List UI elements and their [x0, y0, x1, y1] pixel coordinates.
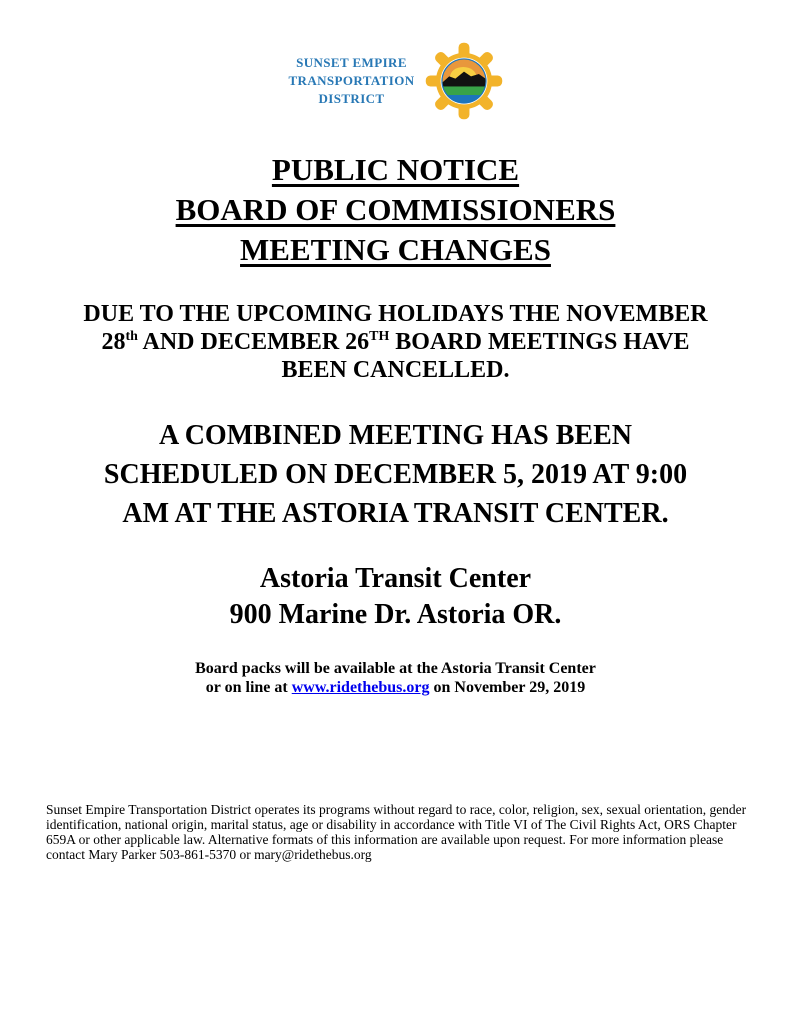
cancellation-text-1: DUE TO THE UPCOMING HOLIDAYS THE NOVEMBER 28 — [83, 301, 708, 355]
logo-line-2: TRANSPORTATION — [288, 73, 415, 88]
cancellation-paragraph — [83, 300, 708, 384]
board-packs-line-2-suffix: on November 29, 2019 — [429, 679, 586, 696]
district-logo — [0, 0, 791, 120]
combined-meeting-paragraph: A COMBINED MEETING HAS BEEN SCHEDULED ON DECEMBER 5, 2019 AT 9:00 AM AT THE ASTORIA TRANSIT CENTER. — [103, 420, 688, 529]
venue-name: Astoria Transit Center — [259, 563, 532, 594]
superscript-th-upper: TH — [369, 329, 390, 344]
logo-line-1: SUNSET EMPIRE — [296, 55, 407, 70]
board-packs-block — [0, 659, 791, 697]
nondiscrimination-notice: Sunset Empire Transportation District operates its programs without regard to race, color, religion, sex, sexual orientation, gender identification, national origin, marital status, age or disability in accordance with Title VI of The Civil Rights Act, ORS Chapter 659A or other applicable law. Alternative formats of this information are available upon request. For more information please contact Mary Parker 503-861-5370 or mary@ridethebus.org — [46, 802, 747, 862]
logo-line-3: DISTRICT — [318, 91, 385, 106]
cancellation-text-3: BOARD MEETINGS HAVE BEEN CANCELLED. — [281, 329, 690, 383]
board-packs-line-2-prefix: or on line at — [205, 679, 292, 696]
ridethebus-link[interactable]: www.ridethebus.org — [291, 679, 430, 696]
board-packs-line-1: Board packs will be available at the Astoria Transit Center — [195, 660, 596, 677]
title-line-meeting-changes: MEETING CHANGES — [240, 232, 551, 267]
title-line-public-notice: PUBLIC NOTICE — [271, 152, 520, 187]
superscript-th-lower: th — [125, 329, 138, 344]
cancellation-text-2: AND DECEMBER 26 — [137, 329, 370, 355]
notice-title — [0, 150, 791, 270]
board-packs-line-2 — [0, 678, 791, 697]
venue-address: 900 Marine Dr. Astoria OR. — [229, 599, 562, 630]
district-logo-wordmark — [288, 54, 414, 108]
gear-landscape-icon — [425, 42, 503, 120]
title-line-board-of-commissioners: BOARD OF COMMISSIONERS — [175, 192, 616, 227]
venue-block — [0, 561, 791, 633]
